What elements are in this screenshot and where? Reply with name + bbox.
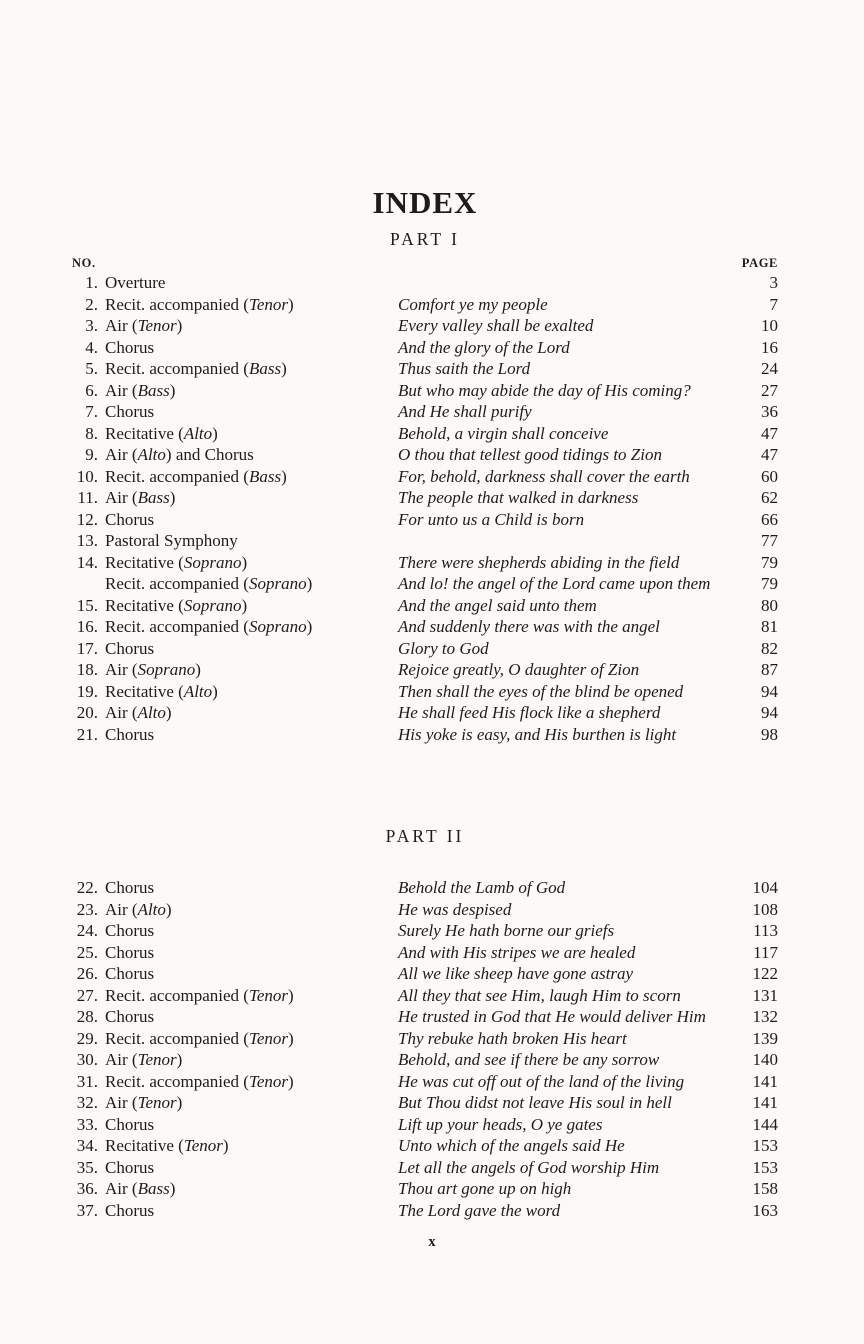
item-page-number: 66 <box>761 509 778 529</box>
item-first-line: Let all the angels of God worship Him <box>398 1157 660 1177</box>
item-number: 11. <box>77 488 98 507</box>
item-title: Recitative (Alto) <box>105 423 218 443</box>
column-headers <box>72 256 778 270</box>
item-number: 7. <box>85 402 98 421</box>
item-title: Recitative (Soprano) <box>105 595 248 615</box>
item-page-number: 87 <box>761 660 778 679</box>
item-first-line: Thy rebuke hath broken His heart <box>398 1028 627 1048</box>
item-page-number: 117 <box>753 942 778 962</box>
item-first-line: Comfort ye my people <box>398 294 548 314</box>
index-row <box>72 877 778 899</box>
item-number: 36. <box>76 1179 98 1198</box>
item-first-line: And lo! the angel of the Lord came upon them <box>398 574 711 593</box>
item-title: Chorus <box>105 921 155 940</box>
item-title: Air (Tenor) <box>105 1050 183 1069</box>
item-title: Air (Tenor) <box>105 1093 183 1112</box>
item-page-number: 27 <box>761 380 778 400</box>
index-row <box>72 638 778 660</box>
item-number: 4. <box>85 337 98 357</box>
item-title: Air (Bass) <box>105 380 176 400</box>
item-first-line: But Thou didst not leave His soul in hell <box>398 1093 672 1112</box>
item-title: Recit. accompanied (Bass) <box>105 359 287 378</box>
index-title: INDEX <box>372 185 478 220</box>
index-row <box>72 681 778 703</box>
no-column-header: NO. <box>72 256 96 270</box>
item-page-number: 36 <box>761 402 778 421</box>
index-row <box>72 530 778 552</box>
item-page-number: 141 <box>752 1071 778 1091</box>
item-title: Chorus <box>105 1157 155 1177</box>
item-number: 13. <box>76 531 98 550</box>
item-first-line: Surely He hath borne our griefs <box>398 921 615 940</box>
item-page-number: 131 <box>752 985 778 1005</box>
item-first-line: Lift up your heads, O ye gates <box>398 1114 603 1134</box>
item-first-line: Unto which of the angels said He <box>398 1136 625 1155</box>
item-page-number: 122 <box>752 964 778 983</box>
item-first-line: He was despised <box>398 899 512 919</box>
item-number: 12. <box>76 509 98 529</box>
item-first-line: And He shall purify <box>398 402 532 421</box>
item-number: 29. <box>76 1028 98 1048</box>
item-title: Chorus <box>105 402 155 421</box>
item-number: 20. <box>76 703 98 722</box>
item-page-number: 104 <box>752 878 778 897</box>
item-first-line: But who may abide the day of His coming? <box>398 380 691 400</box>
index-row <box>72 1092 778 1114</box>
item-first-line: Behold, and see if there be any sorrow <box>398 1050 660 1069</box>
index-row <box>72 1114 778 1136</box>
item-page-number: 153 <box>752 1136 778 1155</box>
item-page-number: 108 <box>752 899 778 919</box>
item-page-number: 79 <box>761 552 778 572</box>
item-title: Chorus <box>105 1114 155 1134</box>
item-number: 23. <box>76 899 98 919</box>
item-title: Air (Alto) and Chorus <box>105 445 254 464</box>
item-page-number: 140 <box>752 1050 778 1069</box>
item-number: 26. <box>76 964 98 983</box>
item-page-number: 82 <box>761 638 778 658</box>
item-first-line: For, behold, darkness shall cover the earth <box>398 466 690 486</box>
item-first-line: O thou that tellest good tidings to Zion <box>398 445 662 464</box>
item-first-line: Thus saith the Lord <box>398 359 531 378</box>
item-number: 1. <box>85 273 98 292</box>
part-1-heading: PART I <box>390 229 460 249</box>
item-first-line: All they that see Him, laugh Him to scorn <box>398 985 681 1005</box>
item-title: Recitative (Tenor) <box>105 1136 229 1155</box>
index-row <box>72 595 778 617</box>
item-first-line: And suddenly there was with the angel <box>398 617 660 636</box>
index-row <box>72 702 778 724</box>
item-page-number: 153 <box>752 1157 778 1177</box>
item-page-number: 47 <box>761 445 778 464</box>
item-number: 19. <box>76 681 98 701</box>
item-page-number: 10 <box>761 316 778 335</box>
item-title: Air (Tenor) <box>105 316 183 335</box>
item-first-line: And with His stripes we are healed <box>398 942 636 962</box>
index-row <box>72 1157 778 1179</box>
item-page-number: 60 <box>761 466 778 486</box>
item-title: Recitative (Soprano) <box>105 552 248 572</box>
item-first-line: Rejoice greatly, O daughter of Zion <box>398 660 640 679</box>
item-first-line: He shall feed His flock like a shepherd <box>398 703 661 722</box>
index-row <box>72 1178 778 1200</box>
index-row <box>72 942 778 964</box>
item-number: 33. <box>76 1114 98 1134</box>
item-title: Air (Bass) <box>105 1179 176 1198</box>
item-title: Recit. accompanied (Soprano) <box>105 617 313 636</box>
item-title: Chorus <box>105 724 155 744</box>
item-page-number: 139 <box>752 1028 778 1048</box>
item-first-line <box>398 272 738 294</box>
item-page-number: 94 <box>761 681 778 701</box>
index-row <box>72 401 778 423</box>
item-page-number: 7 <box>769 294 778 314</box>
index-row <box>72 272 778 294</box>
index-row <box>72 380 778 402</box>
item-title: Air (Soprano) <box>105 660 201 679</box>
item-number: 15. <box>76 595 98 615</box>
index-row <box>72 509 778 531</box>
index-row <box>72 573 778 595</box>
item-title: Overture <box>105 273 166 292</box>
item-page-number: 80 <box>761 595 778 615</box>
item-first-line: There were shepherds abiding in the field <box>398 552 680 572</box>
item-number: 31. <box>76 1071 98 1091</box>
item-number: 37. <box>76 1200 98 1220</box>
item-title: Recit. accompanied (Tenor) <box>105 1071 294 1091</box>
item-number: 3. <box>85 316 98 335</box>
item-first-line: His yoke is easy, and His burthen is light <box>398 724 677 744</box>
index-row <box>72 423 778 445</box>
item-number: 2. <box>85 294 98 314</box>
item-page-number: 79 <box>761 574 778 593</box>
index-row <box>72 358 778 380</box>
item-first-line: The Lord gave the word <box>398 1200 561 1220</box>
index-row <box>72 1006 778 1028</box>
item-page-number: 16 <box>761 337 778 357</box>
item-page-number: 24 <box>761 359 778 378</box>
item-first-line: Then shall the eyes of the blind be opened <box>398 681 684 701</box>
item-title: Chorus <box>105 942 155 962</box>
index-row <box>72 963 778 985</box>
item-page-number: 47 <box>761 423 778 443</box>
page-column-header: PAGE <box>741 256 778 270</box>
item-title: Recit. accompanied (Soprano) <box>105 574 313 593</box>
index-row <box>72 920 778 942</box>
item-page-number: 62 <box>761 488 778 507</box>
item-number: 10. <box>76 466 98 486</box>
index-row <box>72 1028 778 1050</box>
index-part-2-list <box>72 877 778 1221</box>
item-first-line: Thou art gone up on high <box>398 1179 572 1198</box>
item-first-line: And the glory of the Lord <box>398 337 570 357</box>
item-number: 17. <box>76 638 98 658</box>
item-title: Recit. accompanied (Tenor) <box>105 985 294 1005</box>
item-title: Chorus <box>105 1007 155 1026</box>
item-page-number: 98 <box>761 724 778 744</box>
item-number: 32. <box>76 1093 98 1112</box>
item-first-line: All we like sheep have gone astray <box>398 964 634 983</box>
page-number-footer: x <box>428 1234 436 1250</box>
item-first-line: He trusted in God that He would deliver Him <box>398 1007 706 1026</box>
item-page-number: 132 <box>752 1007 778 1026</box>
index-row <box>72 294 778 316</box>
index-row <box>72 466 778 488</box>
item-page-number: 94 <box>761 703 778 722</box>
index-row <box>72 487 778 509</box>
index-row <box>72 444 778 466</box>
item-page-number: 158 <box>752 1179 778 1198</box>
item-first-line: Glory to God <box>398 638 489 658</box>
index-row <box>72 552 778 574</box>
item-page-number: 77 <box>761 531 778 550</box>
item-number: 9. <box>85 445 98 464</box>
item-number: 35. <box>76 1157 98 1177</box>
item-number: 25. <box>76 942 98 962</box>
index-row <box>72 1135 778 1157</box>
item-number: 34. <box>76 1136 98 1155</box>
item-first-line <box>398 530 738 552</box>
item-title: Recit. accompanied (Tenor) <box>105 294 294 314</box>
index-row <box>72 1071 778 1093</box>
item-number: 5. <box>85 359 98 378</box>
index-row <box>72 659 778 681</box>
item-first-line: Every valley shall be exalted <box>398 316 594 335</box>
item-number: 27. <box>76 985 98 1005</box>
item-title: Recitative (Alto) <box>105 681 218 701</box>
item-title: Chorus <box>105 964 155 983</box>
item-title: Recit. accompanied (Tenor) <box>105 1028 294 1048</box>
index-part-1-list <box>72 272 778 745</box>
index-row <box>72 1200 778 1222</box>
item-number: 14. <box>76 552 98 572</box>
item-page-number: 141 <box>752 1093 778 1112</box>
item-number: 8. <box>85 423 98 443</box>
item-page-number: 3 <box>769 273 778 292</box>
item-number: 30. <box>76 1050 98 1069</box>
item-first-line: Behold the Lamb of God <box>398 878 566 897</box>
index-row <box>72 985 778 1007</box>
index-row <box>72 616 778 638</box>
item-page-number: 81 <box>761 617 778 636</box>
item-first-line: And the angel said unto them <box>398 595 597 615</box>
item-title: Chorus <box>105 638 155 658</box>
item-first-line: For unto us a Child is born <box>398 509 585 529</box>
index-row <box>72 337 778 359</box>
index-row <box>72 724 778 746</box>
item-title: Chorus <box>105 878 155 897</box>
item-title: Pastoral Symphony <box>105 531 238 550</box>
item-number <box>72 573 98 595</box>
index-row <box>72 315 778 337</box>
index-content <box>72 186 778 1221</box>
item-title: Chorus <box>105 337 155 357</box>
item-page-number: 113 <box>753 921 778 940</box>
item-first-line: He was cut off out of the land of the living <box>398 1071 685 1091</box>
item-number: 21. <box>76 724 98 744</box>
index-row <box>72 899 778 921</box>
item-title: Air (Bass) <box>105 488 176 507</box>
item-number: 24. <box>76 921 98 940</box>
item-title: Chorus <box>105 509 155 529</box>
item-number: 6. <box>85 380 98 400</box>
item-title: Air (Alto) <box>105 703 172 722</box>
item-page-number: 163 <box>752 1200 778 1220</box>
item-number: 22. <box>76 878 98 897</box>
item-first-line: The people that walked in darkness <box>398 488 639 507</box>
item-page-number: 144 <box>752 1114 778 1134</box>
item-number: 16. <box>76 617 98 636</box>
item-title: Air (Alto) <box>105 899 172 919</box>
item-number: 28. <box>76 1007 98 1026</box>
index-row <box>72 1049 778 1071</box>
item-title: Chorus <box>105 1200 155 1220</box>
part-2-heading: PART II <box>385 826 465 846</box>
item-first-line: Behold, a virgin shall conceive <box>398 423 609 443</box>
item-title: Recit. accompanied (Bass) <box>105 466 287 486</box>
item-number: 18. <box>76 660 98 679</box>
